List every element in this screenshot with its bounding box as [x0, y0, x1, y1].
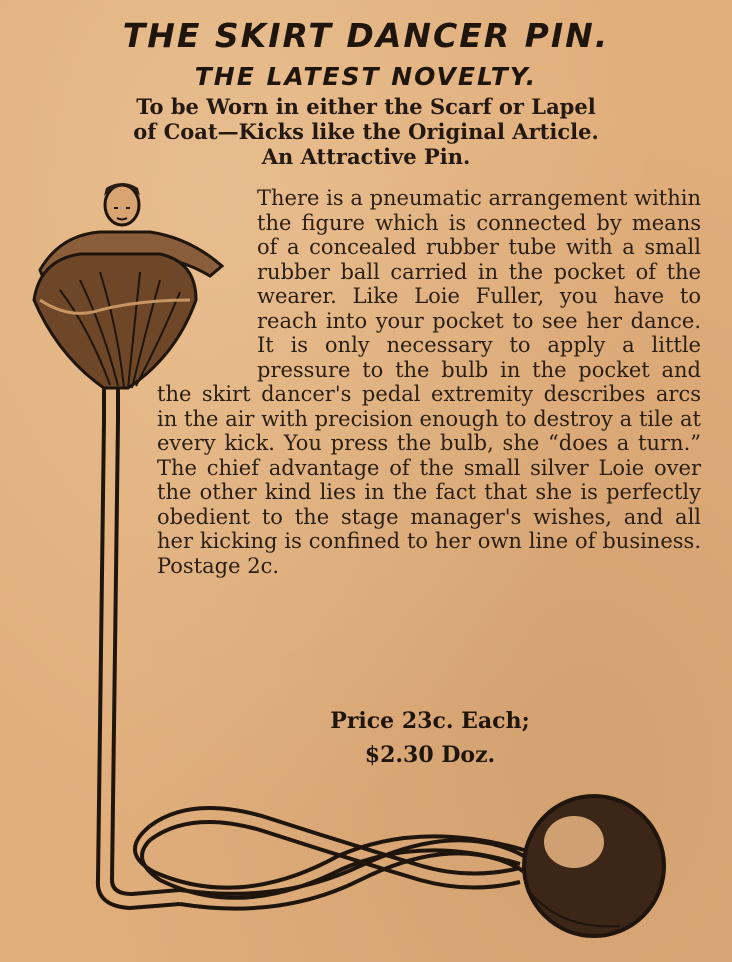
tagline-line: To be Worn in either the Scarf or Lapel	[136, 94, 596, 119]
rubber-tube-icon	[135, 808, 542, 909]
rubber-ball-icon	[524, 796, 664, 936]
ad-body-text: There is a pneumatic arrangement within the figure which is connected by means of a concealed rubber tube with a small rubber ball carried in the pocket of the wearer. Like Loie Fuller, you have to reach into your pocket to see her dance. It is only necessary to apply a little pressure to the bulb in the pocket and the skirt dancer's pedal extremity describes arcs in the air with precision enough to destroy a tile at every kick. You press the bulb, she “does a turn.” The chief advantage of the small silver Loie over the other kind lies in the fact that she is perfectly obedient to the stage manager's wishes, and all her kicking is confined to her own line of business. Postage 2c.	[157, 186, 701, 578]
ad-title: THE SKIRT DANCER PIN.	[122, 16, 610, 55]
tagline-line: An Attractive Pin.	[261, 144, 471, 169]
tagline-line: of Coat—Kicks like the Original Article.	[133, 119, 599, 144]
price-each: Price 23c. Each;	[330, 708, 530, 734]
ad-subtitle: THE LATEST NOVELTY.	[194, 62, 538, 91]
dancer-figure-icon	[34, 183, 222, 388]
price-dozen: $2.30 Doz.	[364, 742, 496, 768]
